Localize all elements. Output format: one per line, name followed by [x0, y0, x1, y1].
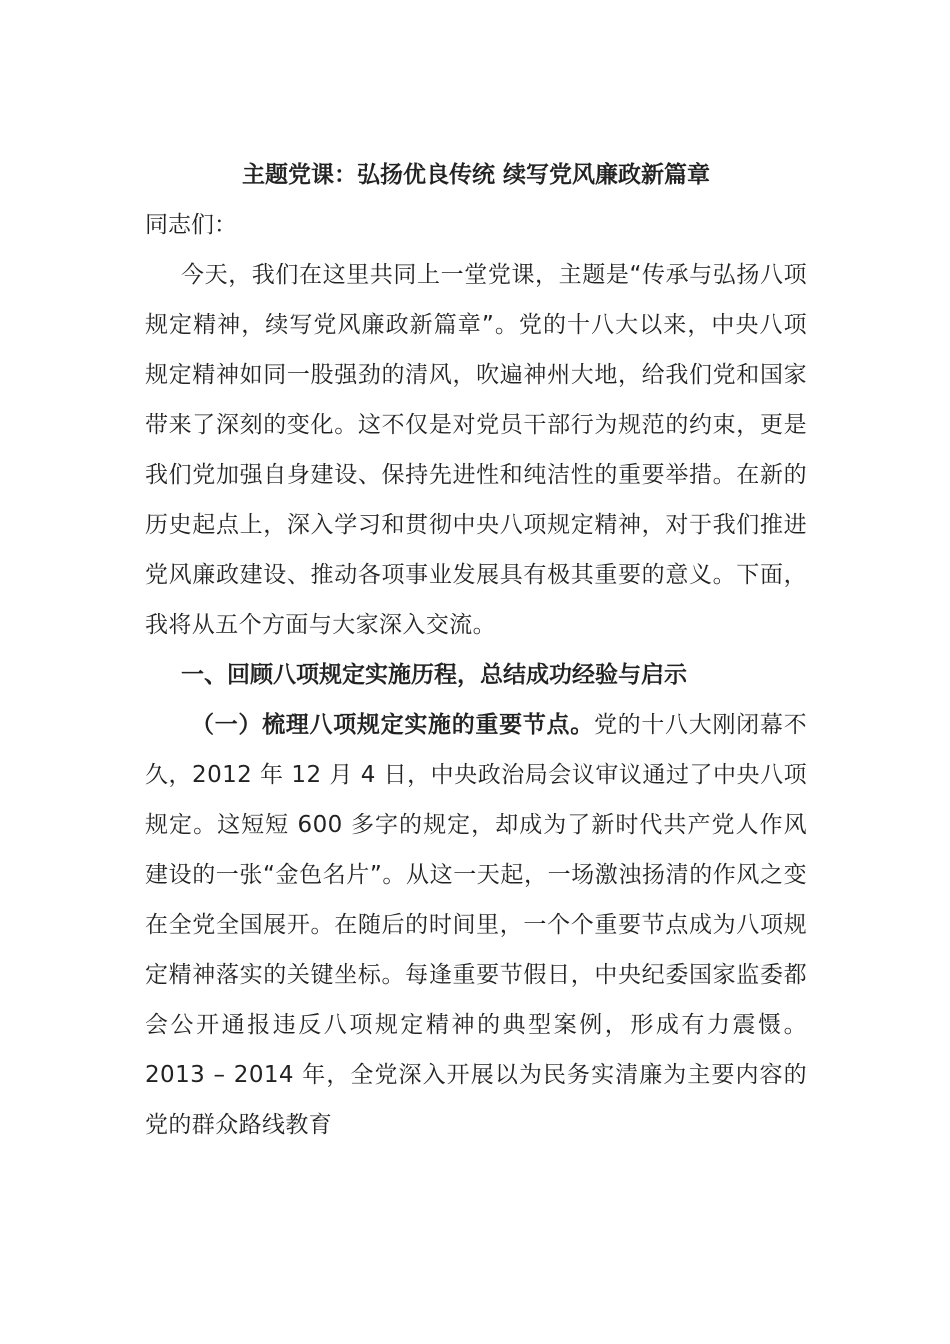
document-page — [145, 150, 807, 1150]
subsection-body: 党的十八大刚闭幕不久，2012 年 12 月 4 日，中央政治局会议审议通过了中央八项规定。这短短 600 多字的规定，却成为了新时代共产党人作风建设的一张“金色名片”。从这一天起，一场激浊扬清的作风之变在全党全国展开。在随后的时间里，一个个重要节点成为八项规定精神落实的关键坐标。每逢重要节假日，中央纪委国家监委都会公开通报违反八项规定精神的典型案例，形成有力震慑。2013 – 2014 年，全党深入开展以为民务实清廉为主要内容的党的群众路线教育 — [145, 712, 807, 1138]
salutation: 同志们： — [145, 212, 237, 238]
document-title: 主题党课：弘扬优良传统 续写党风廉政新篇章 — [241, 162, 710, 188]
section-heading-1: 一、回顾八项规定实施历程，总结成功经验与启示 — [181, 662, 687, 688]
subsection-lead: （一）梳理八项规定实施的重要节点。 — [191, 712, 594, 738]
intro-paragraph: 今天，我们在这里共同上一堂党课，主题是“传承与弘扬八项规定精神，续写党风廉政新篇章”。党的十八大以来，中央八项规定精神如同一股强劲的清风，吹遍神州大地，给我们党和国家带来了深刻的变化。这不仅是对党员干部行为规范的约束，更是我们党加强自身建设、保持先进性和纯洁性的重要举措。在新的历史起点上，深入学习和贯彻中央八项规定精神，对于我们推进党风廉政建设、推动各项事业发展具有极其重要的意义。下面，我将从五个方面与大家深入交流。 — [145, 262, 807, 638]
subsection-paragraph-1 — [145, 700, 807, 1150]
